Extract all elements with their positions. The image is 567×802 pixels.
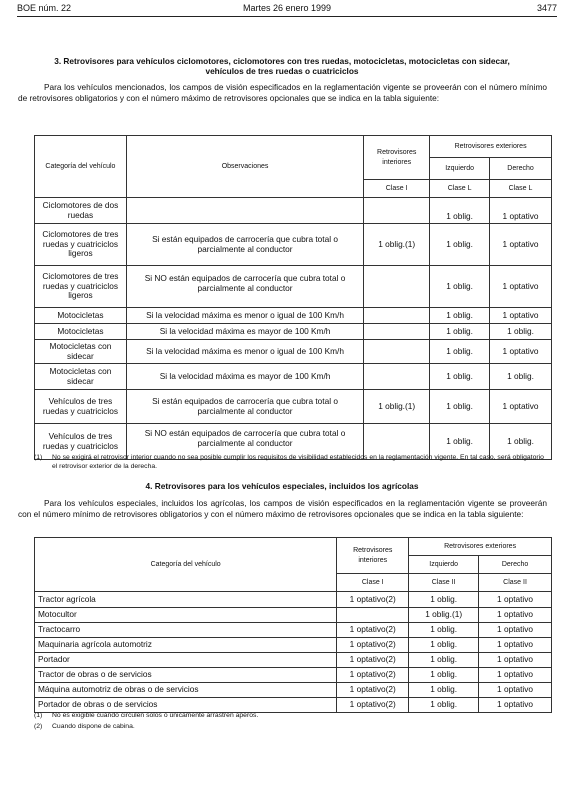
cell-right: 1 optativo	[490, 266, 552, 308]
table-row	[35, 623, 552, 638]
cell-category: Ciclomotores de tres ruedas y cuatriciclos ligeros	[35, 224, 127, 266]
cell-category: Portador	[35, 653, 337, 668]
header-interior: Retrovisores interiores	[337, 538, 409, 574]
section-3-title	[17, 56, 547, 76]
cell-right: 1 oblig.	[490, 324, 552, 340]
table-row	[35, 364, 552, 390]
cell-interior: 1 optativo(2)	[337, 698, 409, 713]
cell-right: 1 optativo	[479, 608, 552, 623]
table-row	[35, 608, 552, 623]
cell-observations: Si están equipados de carrocería que cubra total o parcialmente al conductor	[126, 224, 363, 266]
cell-category: Motocicletas con sidecar	[35, 364, 127, 390]
cell-left: 1 oblig.	[409, 592, 479, 608]
cell-left: 1 oblig.	[430, 266, 490, 308]
cell-interior: 1 optativo(2)	[337, 592, 409, 608]
cell-observations: Si la velocidad máxima es menor o igual de 100 Km/h	[126, 308, 363, 324]
table-row	[35, 308, 552, 324]
cell-left: 1 oblig.	[409, 698, 479, 713]
header-right: Derecho	[479, 556, 552, 574]
cell-left: 1 oblig.	[409, 668, 479, 683]
cell-right: 1 optativo	[490, 340, 552, 364]
cell-right: 1 oblig.	[490, 424, 552, 460]
cell-observations	[126, 198, 363, 224]
cell-left: 1 oblig.	[430, 364, 490, 390]
cell-category: Ciclomotores de dos ruedas	[35, 198, 127, 224]
table-row	[35, 592, 552, 608]
table-row	[35, 266, 552, 308]
footnote-text: Cuando dispone de cabina.	[52, 723, 135, 730]
header-date: Martes 26 enero 1999	[242, 3, 332, 13]
cell-left: 1 oblig.	[409, 623, 479, 638]
footnote-text: No se exigirá el retrovisor interior cuando no sea posible cumplir los requisitos de visibilidad establecidos en la reglamentación vigente. En tal caso, será obligatorio el retrovisor exterior de la derecha.	[52, 454, 544, 470]
cell-category: Máquina automotriz de obras o de servicios	[35, 683, 337, 698]
table-1-footnote	[34, 454, 547, 471]
header-class-left: Clase L	[430, 180, 490, 198]
cell-right: 1 optativo	[479, 638, 552, 653]
cell-right: 1 optativo	[490, 390, 552, 424]
cell-interior: 1 oblig.(1)	[364, 390, 430, 424]
header-class-interior: Clase I	[337, 574, 409, 592]
section-4-title: 4. Retrovisores para los vehículos especiales, incluidos los agrícolas	[145, 481, 419, 491]
header-class-right: Clase II	[479, 574, 552, 592]
cell-interior	[364, 308, 430, 324]
cell-right: 1 optativo	[490, 198, 552, 224]
cell-interior: 1 oblig.(1)	[364, 224, 430, 266]
footnote-number: (1)	[34, 712, 43, 719]
footnote-text: No es exigible cuando circulen solos o únicamente arrastren aperos.	[52, 712, 259, 719]
table-2-footnote-1	[34, 712, 547, 721]
footnote-number: (1)	[34, 454, 43, 461]
cell-interior	[364, 198, 430, 224]
cell-interior: 1 optativo(2)	[337, 683, 409, 698]
cell-category: Tractor agrícola	[35, 592, 337, 608]
cell-interior	[337, 608, 409, 623]
cell-right: 1 optativo	[479, 683, 552, 698]
header-issue: BOE núm. 22	[17, 3, 72, 13]
section-4-paragraph: Para los vehículos especiales, incluidos los agrícolas, los campos de visión especificados en la reglamentación vigente se proveerán con el número mínimo de retrovisores obligatorios y con el número máximo de retrovisores opcionales que se indica en la tabla siguiente:	[18, 498, 547, 519]
table-motorcycles	[34, 135, 552, 460]
cell-interior: 1 optativo(2)	[337, 653, 409, 668]
cell-category: Tractor de obras o de servicios	[35, 668, 337, 683]
cell-left: 1 oblig.	[409, 638, 479, 653]
cell-right: 1 optativo	[479, 592, 552, 608]
cell-left: 1 oblig.	[430, 424, 490, 460]
cell-category: Motocicletas	[35, 324, 127, 340]
cell-left: 1 oblig.	[409, 683, 479, 698]
cell-observations: Si NO están equipados de carrocería que cubra total o parcialmente al conductor	[126, 266, 363, 308]
cell-left: 1 oblig.	[430, 340, 490, 364]
cell-right: 1 optativo	[479, 668, 552, 683]
table-row	[35, 390, 552, 424]
header-class-interior: Clase I	[364, 180, 430, 198]
cell-left: 1 oblig.(1)	[409, 608, 479, 623]
header-left: Izquierdo	[409, 556, 479, 574]
section-3-paragraph: Para los vehículos mencionados, los campos de visión especificados en la reglamentación vigente se proveerán con el número mínimo de retrovisores obligatorios y con el número máximo de retrovisores opcionales que se indica en la tabla siguiente:	[18, 82, 547, 103]
table-row	[35, 668, 552, 683]
header-class-right: Clase L	[490, 180, 552, 198]
cell-category: Tractocarro	[35, 623, 337, 638]
table-row	[35, 340, 552, 364]
cell-left: 1 oblig.	[430, 308, 490, 324]
cell-left: 1 oblig.	[409, 653, 479, 668]
cell-right: 1 optativo	[479, 698, 552, 713]
cell-observations: Si la velocidad máxima es mayor de 100 Km/h	[126, 364, 363, 390]
cell-observations: Si NO están equipados de carrocería que cubra total o parcialmente al conductor	[126, 424, 363, 460]
cell-left: 1 oblig.	[430, 198, 490, 224]
header-category: Categoría del vehículo	[35, 136, 127, 198]
cell-observations: Si la velocidad máxima es mayor de 100 Km/h	[126, 324, 363, 340]
cell-left: 1 oblig.	[430, 390, 490, 424]
table-row	[35, 683, 552, 698]
header-page-number: 3477	[536, 3, 557, 13]
cell-interior: 1 optativo(2)	[337, 638, 409, 653]
footnote-number: (2)	[34, 723, 43, 730]
cell-category: Maquinaria agrícola automotriz	[35, 638, 337, 653]
cell-interior	[364, 340, 430, 364]
cell-category: Vehículos de tres ruedas y cuatriciclos	[35, 424, 127, 460]
section-3-title-line1: 3. Retrovisores para vehículos ciclomotores, ciclomotores con tres ruedas, motocicletas, motocicletas con sidecar,	[54, 56, 510, 66]
header-category: Categoría del vehículo	[35, 538, 337, 592]
cell-observations: Si están equipados de carrocería que cubra total o parcialmente al conductor	[126, 390, 363, 424]
cell-category: Ciclomotores de tres ruedas y cuatriciclos ligeros	[35, 266, 127, 308]
cell-category: Motocicletas con sidecar	[35, 340, 127, 364]
cell-right: 1 optativo	[479, 653, 552, 668]
cell-interior	[364, 324, 430, 340]
table-row	[35, 198, 552, 224]
cell-interior: 1 optativo(2)	[337, 623, 409, 638]
table-special-vehicles	[34, 537, 552, 713]
cell-category: Motocicletas	[35, 308, 127, 324]
header-exterior: Retrovisores exteriores	[409, 538, 552, 556]
table-row	[35, 638, 552, 653]
cell-category: Motocultor	[35, 608, 337, 623]
table-row	[35, 653, 552, 668]
header-rule	[17, 16, 557, 17]
header-observations: Observaciones	[126, 136, 363, 198]
header-left: Izquierdo	[430, 158, 490, 180]
table-row	[35, 324, 552, 340]
cell-interior	[364, 364, 430, 390]
cell-right: 1 optativo	[479, 623, 552, 638]
cell-left: 1 oblig.	[430, 324, 490, 340]
page-header	[17, 3, 557, 17]
cell-observations: Si la velocidad máxima es menor o igual de 100 Km/h	[126, 340, 363, 364]
cell-right: 1 optativo	[490, 224, 552, 266]
table-row	[35, 224, 552, 266]
cell-interior: 1 optativo(2)	[337, 668, 409, 683]
header-exterior: Retrovisores exteriores	[430, 136, 552, 158]
header-interior: Retrovisores interiores	[364, 136, 430, 180]
cell-interior	[364, 266, 430, 308]
header-class-left: Clase II	[409, 574, 479, 592]
cell-right: 1 optativo	[490, 308, 552, 324]
table-row	[35, 698, 552, 713]
cell-right: 1 oblig.	[490, 364, 552, 390]
cell-left: 1 oblig.	[430, 224, 490, 266]
cell-category: Vehículos de tres ruedas y cuatriciclos	[35, 390, 127, 424]
cell-category: Portador de obras o de servicios	[35, 698, 337, 713]
table-2-footnote-2	[34, 723, 547, 732]
header-right: Derecho	[490, 158, 552, 180]
section-3-title-line2: vehículos de tres ruedas o cuatriciclos	[205, 66, 359, 76]
